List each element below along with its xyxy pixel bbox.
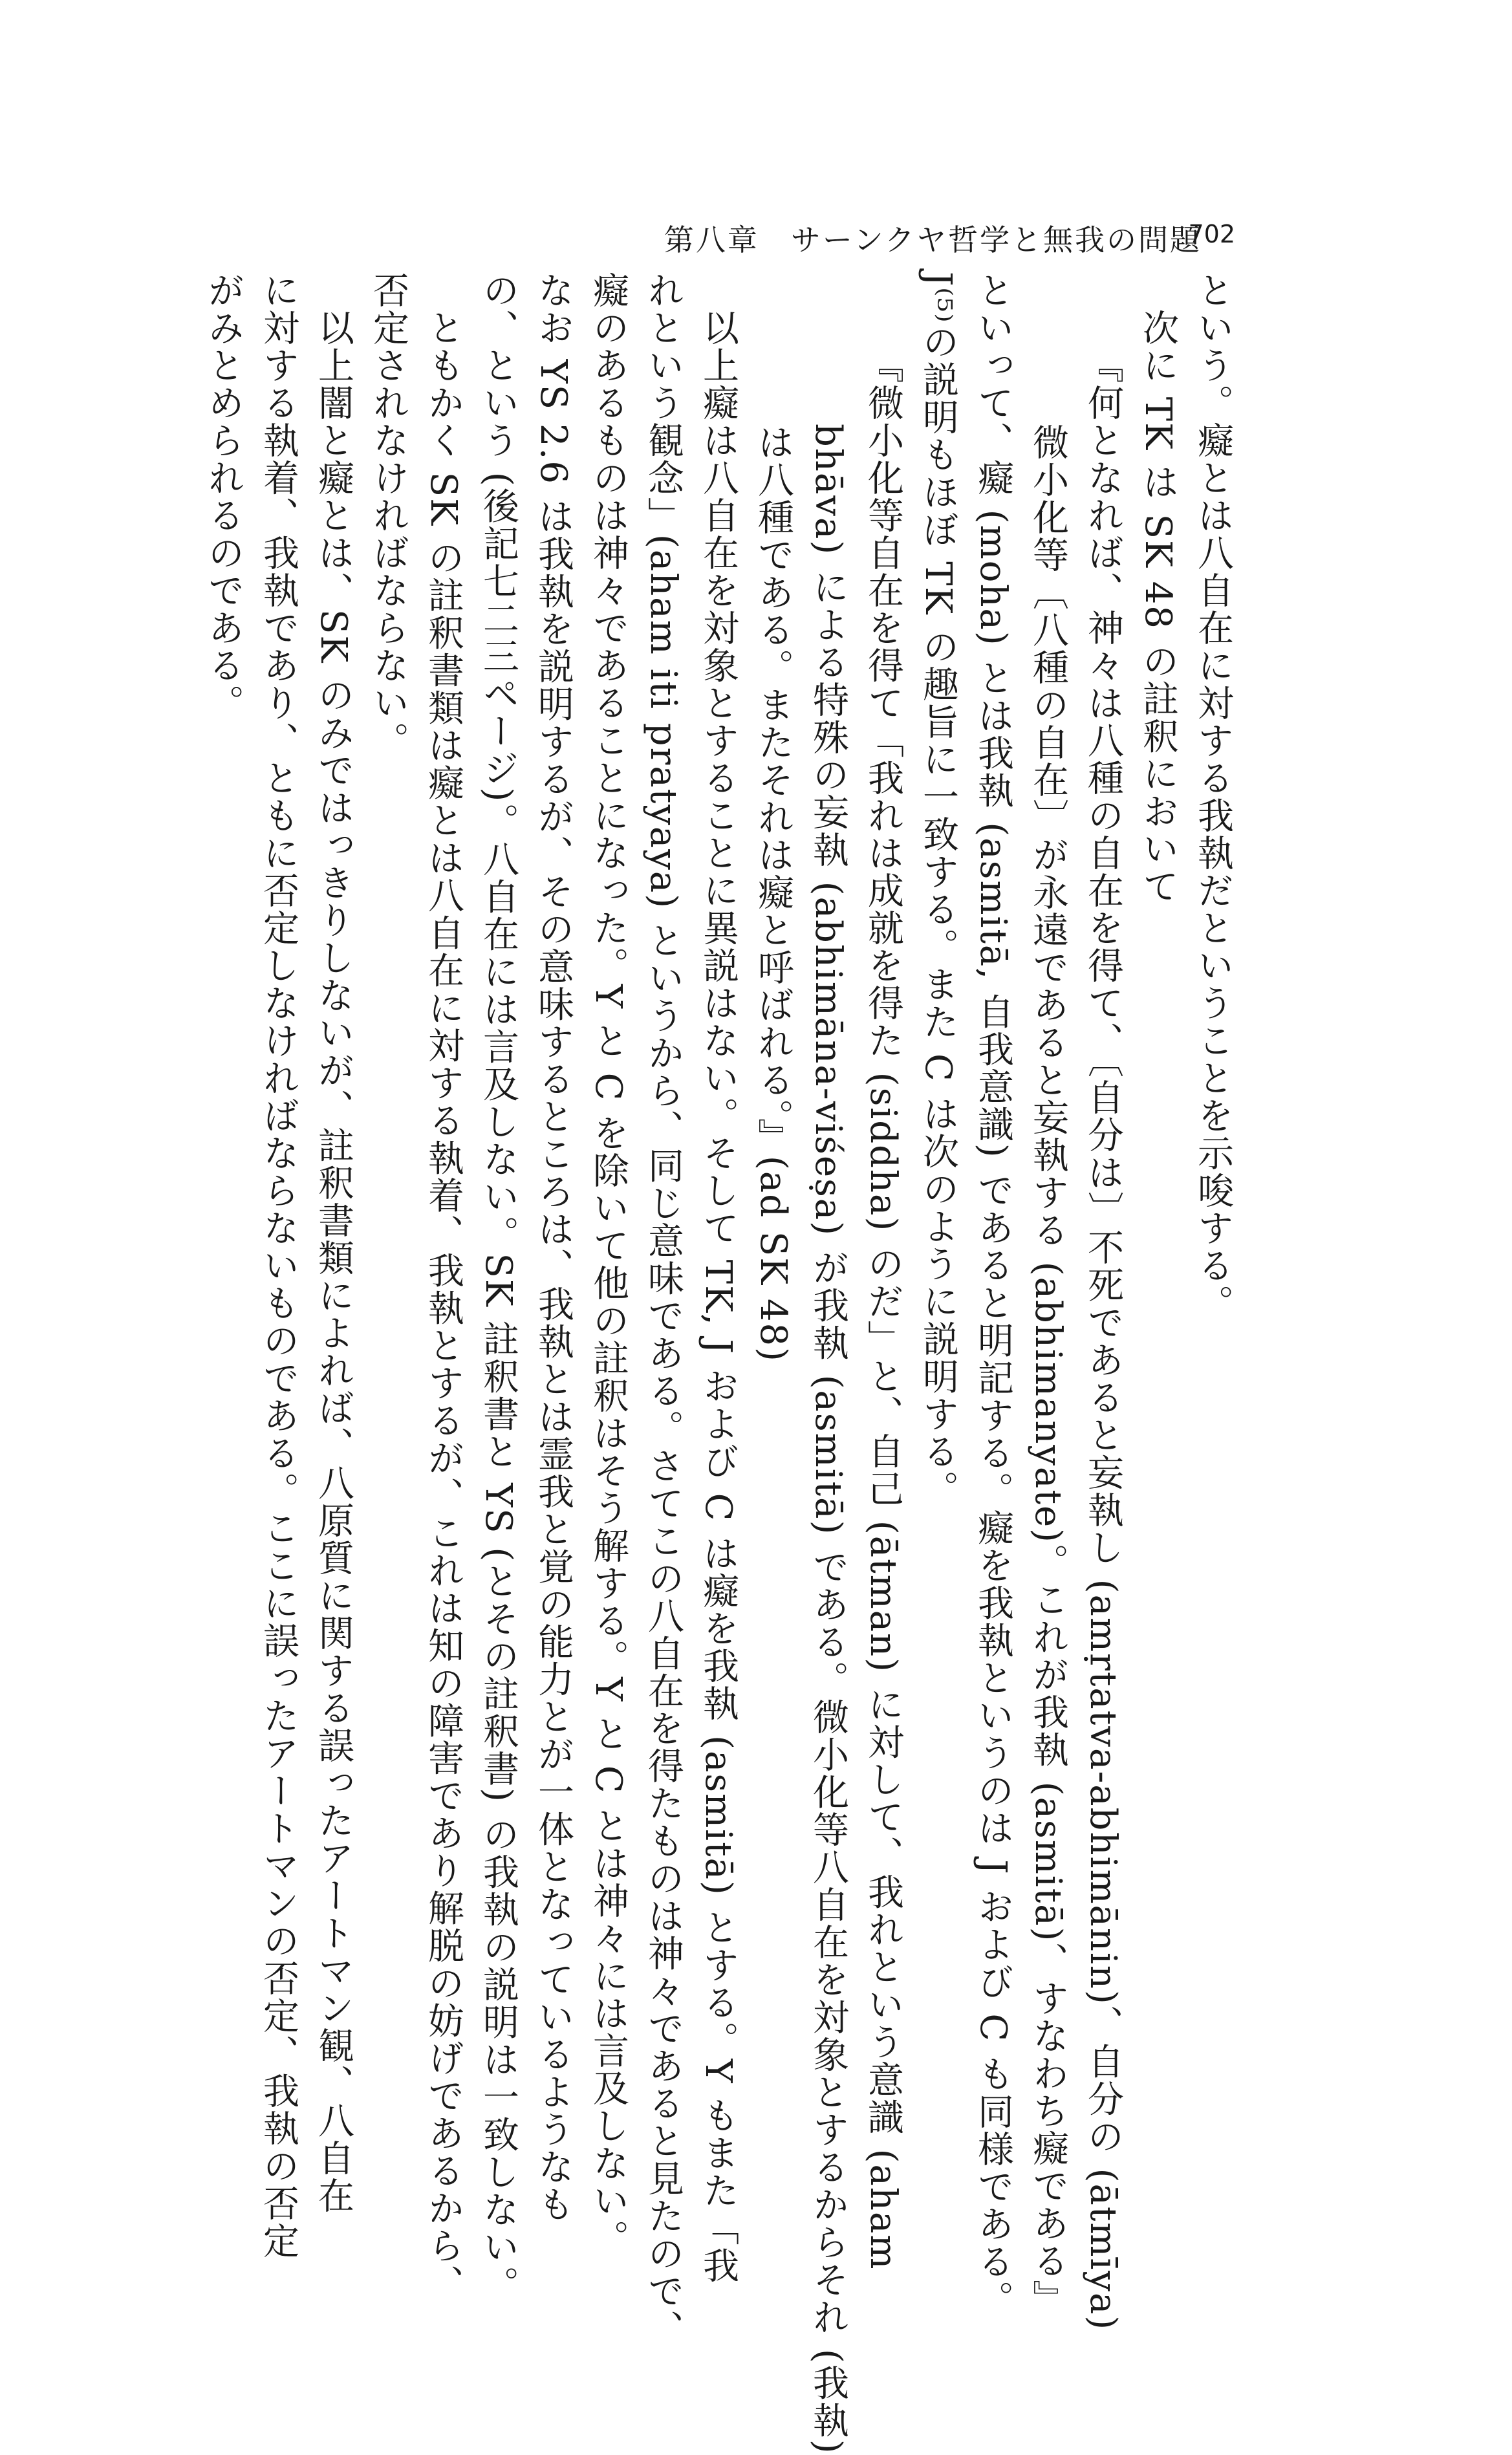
- text-line: 『微小化等自在を得て「我れは成就を得た (siddha) のだ」と、自己 (ātman) に対して、我れという意識 (aham: [862, 347, 904, 2271]
- text-line: なお YS 2.6 は我執を説明するが、その意味するところは、我執とは霊我と覚の能力とが一体となっているようなも: [532, 272, 574, 2223]
- text-line: ともかく SK の註釈書類は癡とは八自在に対する執着、我執とするが、これは知の障害であり解脱の妨げであるから、: [422, 309, 464, 2302]
- text-line: 微小化等〔八種の自在〕が永遠であると妄執する (abhimanyate)。これが我執 (asmitā)、すなわち癡である』: [1027, 424, 1069, 2318]
- text-line: といって、癡 (moha) とは我執 (asmitā, 自我意識) であると明記する。癡を我執というのは J および C も同様である。: [972, 272, 1014, 2318]
- text-line: がみとめられるのである。: [202, 272, 244, 722]
- page-number: 702: [1188, 220, 1235, 248]
- text-line: J⁽⁵⁾の説明もほぼ TK の趣旨に一致する。また C は次のように説明する。: [917, 272, 959, 1508]
- body-text: [202, 272, 1240, 2455]
- text-line: 否定されなければならない。: [367, 272, 409, 759]
- text-line: 次に TK は SK 48 の註釈において: [1137, 309, 1179, 905]
- text-line: の、という (後記七二三ページ)。八自在には言及しない。SK 註釈書と YS (とその註釈書) の我執の説明は一致しない。: [477, 272, 519, 2304]
- text-line: は八種である。またそれは癡と呼ばれる。』(ad SK 48): [752, 424, 794, 1363]
- text-line: という。癡とは八自在に対する我執だということを示唆する。: [1192, 272, 1234, 1322]
- text-line: bhāva) による特殊の妄執 (abhimāna-viśeṣa) が我執 (asmitā) である。微小化等八自在を対象とするからそれ (我執): [807, 424, 849, 2455]
- text-line: 以上癡は八自在を対象とすることに異説はない。そして TK, J および C は癡を我執 (asmitā) とする。Y もまた「我: [697, 309, 739, 2285]
- text-line: れという観念」(aham iti pratyaya) というから、同じ意味である。さてこの八自在を得たものは神々であると見たので、: [642, 272, 684, 2348]
- text-line: に対する執着、我執であり、ともに否定しなければならないものである。ここに誤ったアートマンの否定、我執の否定: [257, 272, 299, 2260]
- text-line: 癡のあるものは神々であることになった。Y と C を除いて他の註釈はそう解する。Y と C とは神々には言及しない。: [587, 272, 629, 2258]
- text-line: 以上闇と癡とは、SK のみではっきりしないが、註釈書類によれば、八原質に関する誤ったアートマン観、八自在: [312, 309, 354, 2214]
- running-head-title: 第八章 サーンクヤ哲学と無我の問題: [664, 222, 1202, 257]
- text-line: 『何となれば、神々は八種の自在を得て、〔自分は〕不死であると妄執し (amṛtatva-abhimānin)、自分の (ātmīya): [1082, 347, 1124, 2331]
